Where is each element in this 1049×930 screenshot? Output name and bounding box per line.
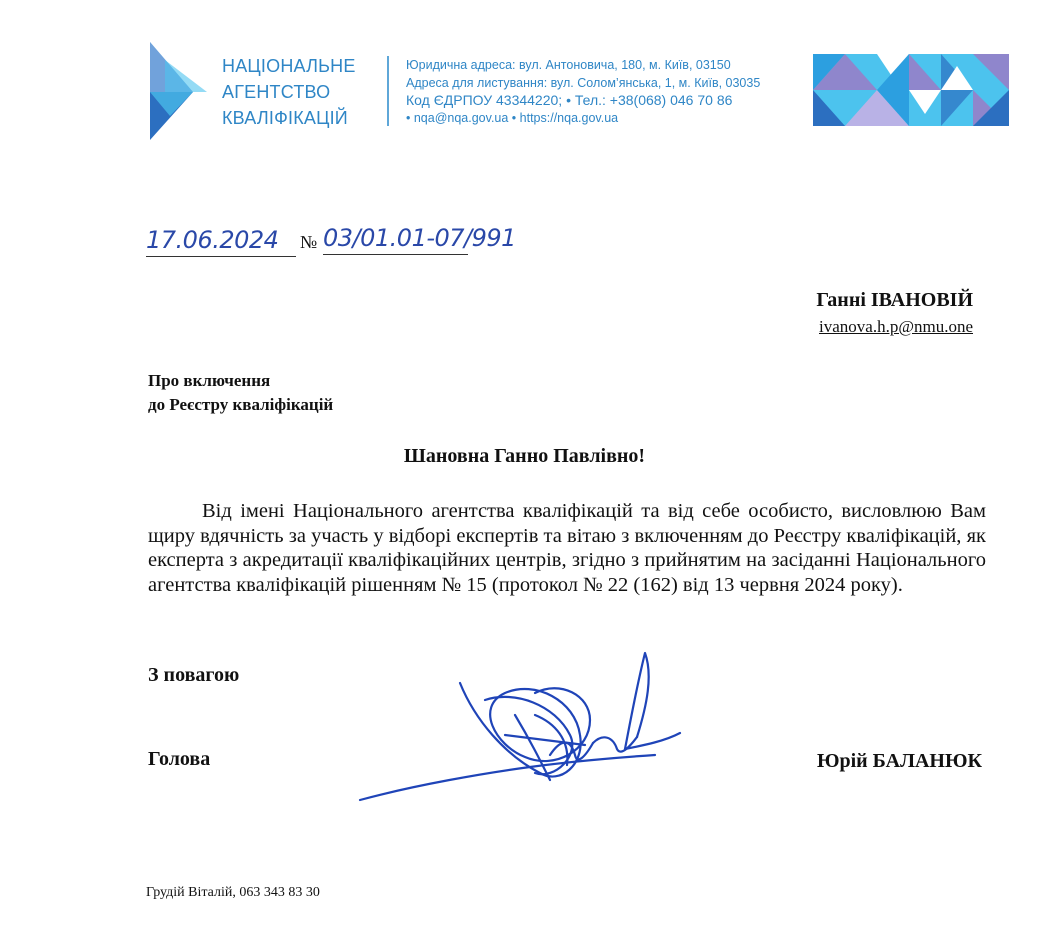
- edrpou-phone: Код ЄДРПОУ 43344220; • Тел.: +38(068) 046 70 86: [406, 92, 733, 108]
- legal-address: Юридична адреса: вул. Антоновича, 180, м. Київ, 03150: [406, 58, 731, 72]
- postal-address: Адреса для листування: вул. Солом’янська, 1, м. Київ, 03035: [406, 75, 761, 90]
- agency-name: [222, 53, 356, 131]
- registration-date: 17.06.2024: [146, 224, 296, 257]
- triangle-pattern-icon: [813, 54, 1009, 126]
- letterhead-divider: [387, 56, 389, 126]
- signer-position: Голова: [148, 748, 211, 770]
- registration-number: 03/01.01-07/991: [323, 222, 468, 255]
- agency-name-line: НАЦІОНАЛЬНЕ: [222, 56, 356, 76]
- letter-subject: [148, 369, 333, 417]
- addressee-email: ivanova.h.p@nmu.one: [819, 317, 973, 336]
- agency-name-line: АГЕНТСТВО: [222, 82, 331, 102]
- addressee-name: Ганні ІВАНОВІЙ: [816, 289, 973, 311]
- regards: З повагою: [148, 664, 240, 686]
- registration-number-label: №: [300, 232, 318, 252]
- salutation: Шановна Ганно Павлівно!: [403, 445, 646, 467]
- signer-name: Юрій БАЛАНЮК: [816, 750, 982, 772]
- letter-body: Від імені Національного агентства кваліфікацій та від себе особисто, висловлюю Вам щиру вдячність за участь у відборі експертів та вітаю з включенням до Реєстру кваліфікацій, як експерта з акредитації кваліфікаційних центрів, згідно з прийнятим на засіданні Національного агентства кваліфікацій рішенням № 15 (протокол № 22 (162) від 13 червня 2024 року).: [148, 500, 986, 596]
- agency-name-line: КВАЛІФІКАЦІЙ: [222, 108, 348, 128]
- executor-contact: Грудій Віталій, 063 343 83 30: [146, 885, 320, 900]
- subject-line: Про включення: [148, 371, 271, 390]
- agency-contacts: [406, 57, 760, 127]
- agency-logo-icon: [145, 40, 215, 142]
- email-website: • nqa@nqa.gov.ua • https://nqa.gov.ua: [406, 110, 619, 125]
- signature-icon: [355, 645, 715, 805]
- subject-line: до Реєстру кваліфікацій: [148, 395, 334, 414]
